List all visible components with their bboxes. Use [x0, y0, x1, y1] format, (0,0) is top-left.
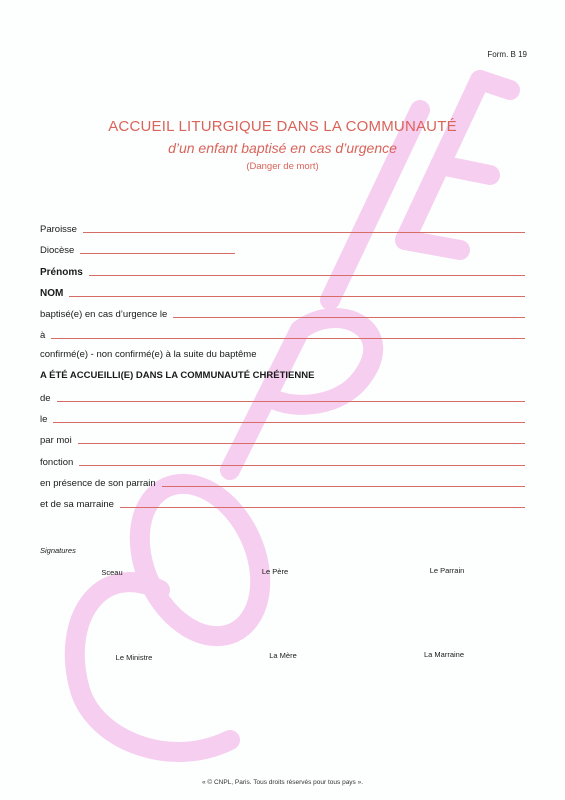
par-moi-label: par moi [40, 435, 72, 446]
prenoms-line[interactable] [89, 275, 525, 276]
prenoms-field[interactable] [40, 265, 525, 279]
lieu-label: à [40, 330, 46, 341]
diocese-label: Diocèse [40, 245, 75, 256]
marraine-label: et de sa marraine [40, 499, 114, 510]
signature-sceau: Sceau [101, 568, 123, 577]
signature-marraine: La Marraine [423, 650, 465, 659]
diocese-field[interactable] [40, 243, 235, 257]
paroisse-line[interactable] [83, 232, 525, 233]
lieu-field[interactable] [40, 328, 525, 342]
lieu-line[interactable] [51, 338, 525, 339]
baptise-field[interactable] [40, 307, 525, 321]
par-moi-field[interactable] [40, 433, 525, 447]
title-note: (Danger de mort) [246, 161, 319, 172]
diocese-line[interactable] [80, 253, 235, 254]
signature-mere: La Mère [269, 651, 297, 660]
confirme-text: confirmé(e) - non confirmé(e) à la suite du baptême [40, 349, 257, 360]
parrain-field[interactable] [40, 476, 525, 490]
par-moi-line[interactable] [78, 443, 525, 444]
parrain-line[interactable] [162, 486, 525, 487]
de-field[interactable] [40, 391, 525, 405]
date-line[interactable] [53, 422, 525, 423]
parrain-label: en présence de son parrain [40, 478, 156, 489]
date-label: le [40, 414, 48, 425]
baptise-label: baptisé(e) en cas d’urgence le [40, 309, 168, 320]
signature-ministre: Le Ministre [115, 653, 153, 662]
nom-label: NOM [40, 288, 64, 299]
form-code: Form. B 19 [487, 50, 527, 59]
copyright-footer: « © CNPL, Paris. Tous droits réservés pour tous pays ». [201, 779, 364, 786]
prenoms-label: Prénoms [40, 267, 83, 278]
de-line[interactable] [57, 401, 525, 402]
signature-parrain: Le Parrain [429, 566, 465, 575]
nom-field[interactable] [40, 286, 525, 300]
fonction-line[interactable] [79, 465, 525, 466]
nom-line[interactable] [69, 296, 525, 297]
title-main: ACCUEIL LITURGIQUE DANS LA COMMUNAUTÉ [108, 118, 457, 135]
paroisse-field[interactable] [40, 222, 525, 236]
marraine-field[interactable] [40, 497, 525, 511]
signature-pere: Le Père [261, 567, 289, 576]
title-subtitle: d’un enfant baptisé en cas d’urgence [168, 140, 397, 156]
marraine-line[interactable] [120, 507, 525, 508]
date-field[interactable] [40, 412, 525, 426]
accueilli-heading: A ÉTÉ ACCUEILLI(E) DANS LA COMMUNAUTÉ CHRÉTIENNE [40, 370, 315, 381]
signatures-heading: Signatures [40, 546, 76, 555]
baptise-line[interactable] [173, 317, 525, 318]
de-label: de [40, 393, 51, 404]
paroisse-label: Paroisse [40, 224, 77, 235]
fonction-label: fonction [40, 457, 74, 468]
fonction-field[interactable] [40, 455, 525, 469]
